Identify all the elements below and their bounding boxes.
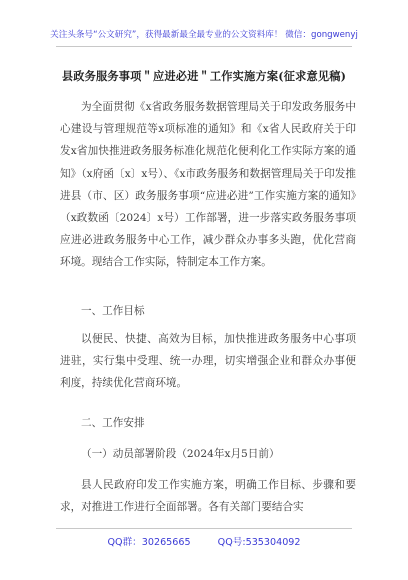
footer-contact	[0, 534, 408, 548]
footer-divider	[56, 528, 352, 529]
header-divider	[56, 46, 352, 47]
paragraph-intro: 为全面贯彻《x省政务服务数据管理局关于印发政务服务中心建设与管理规范等x项标准的通知》和《x省人民政府关于印发x省加快推进政务服务标准化规范化便利化工作实际方案的通知》（x府函〔x〕x号）、《x市政务服务和数据管理局关于印发推进县（市、区）政务服务事项“应进必进”工作实施方案的通知》（x政数函〔2024〕x号）工作部署，进一步落实政务服务事项应进必进政务服务中心工作，减少群众办事多头跑，优化营商环境。现结合工作实际，特制定本工作方案。	[60, 101, 356, 269]
subsection-heading-mobilization: （一）动员部署阶段（2024年x月5日前）	[81, 448, 280, 460]
paragraph-goals: 以便民、快捷、高效为目标，加快推进政务服务中心事项进驻，实行集中受理、统一办理，切实增强企业和群众办事便利度，持续优化营商环境。	[60, 333, 356, 390]
paragraph-mobilization: 县人民政府印发工作实施方案，明确工作目标、步骤和要求，对推进工作进行全面部署。各有关部门要结合实	[60, 479, 356, 514]
document-title: 县政务服务事项＂应进必进＂工作实施方案(征求意见稿)	[61, 69, 347, 83]
section-heading-arrangement: 二、工作安排	[81, 417, 145, 429]
footer-qq-number: QQ号:535304092	[217, 537, 301, 548]
header-promo-note: 关注头条号“公文研究”，获得最新最全最专业的公文资料库！ 微信：gongwenyj	[50, 30, 358, 40]
footer-qq-group: QQ群：30265665	[107, 537, 191, 548]
section-heading-goals: 一、工作目标	[81, 305, 145, 317]
